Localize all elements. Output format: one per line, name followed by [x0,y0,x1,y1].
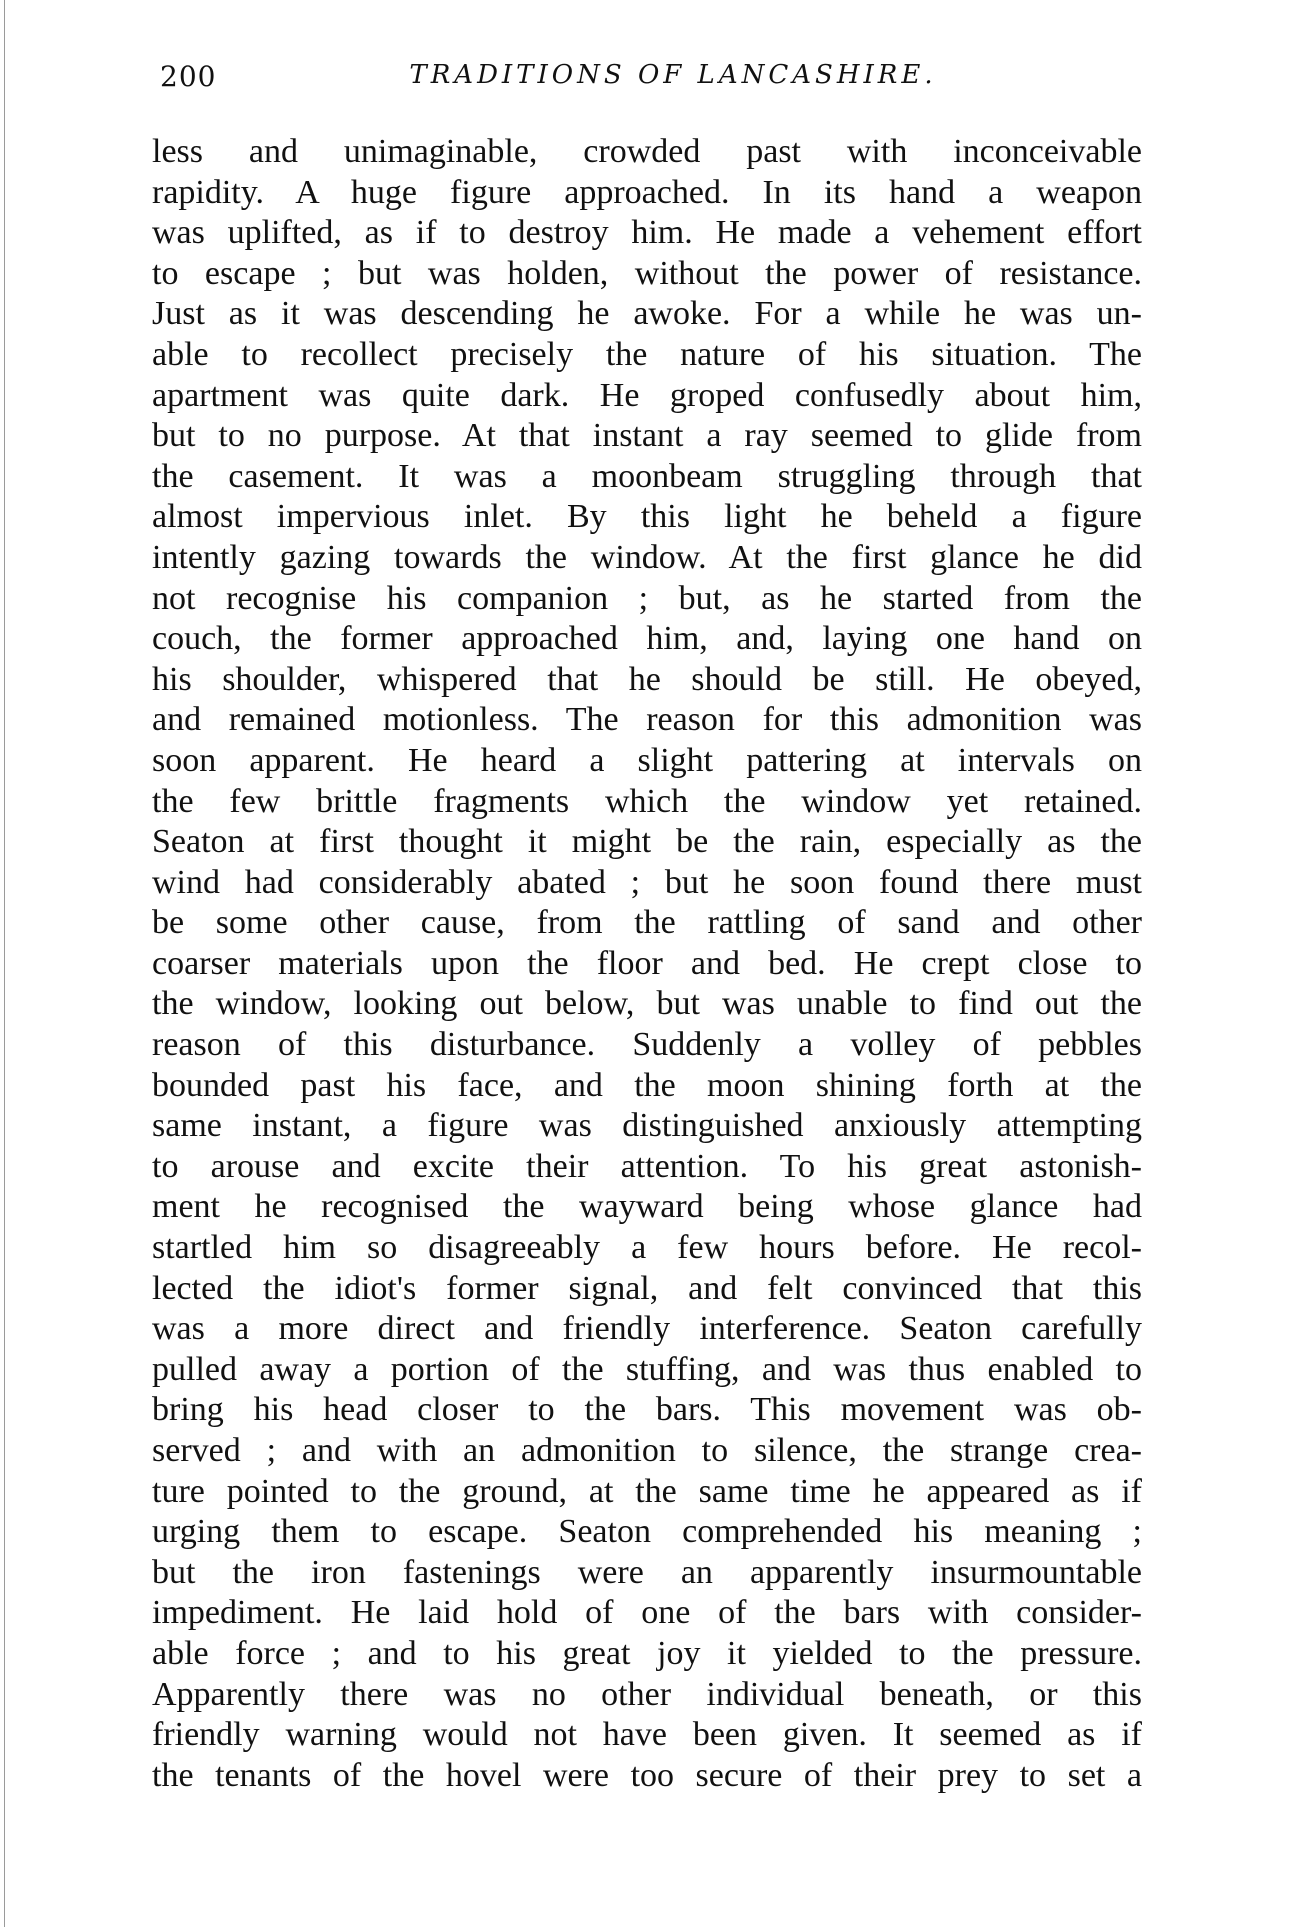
body-text [152,132,1142,1796]
text-line: wind had considerably abated ; but he soon found there must [152,863,1142,901]
page-header [160,60,1146,110]
text-line: was uplifted, as if to destroy him. He made a vehement effort [152,214,1142,252]
text-line: friendly warning would not have been given. It seemed as if [152,1716,1142,1754]
text-line: but the iron fastenings were an apparently insurmountable [152,1553,1142,1591]
text-line: the casement. It was a moonbeam struggling through that [152,457,1142,495]
text-line: pulled away a portion of the stuffing, and was thus enabled to [152,1350,1142,1388]
text-line: the window, looking out below, but was unable to find out the [152,985,1142,1023]
text-line: ture pointed to the ground, at the same time he appeared as if [152,1472,1142,1510]
text-line: Apparently there was no other individual beneath, or this [152,1675,1142,1713]
page-number: 200 [160,60,217,93]
text-line: less and unimaginable, crowded past with inconceivable [152,133,1142,170]
text-line: couch, the former approached him, and, laying one hand on [152,620,1142,658]
text-line: coarser materials upon the floor and bed. He crept close to [152,944,1142,982]
text-line: rapidity. A huge figure approached. In its hand a weapon [152,173,1142,211]
text-line: the few brittle fragments which the window yet retained. [152,782,1142,820]
text-line: impediment. He laid hold of one of the bars with consider- [152,1594,1142,1632]
text-line: same instant, a figure was distinguished anxiously attempting [152,1107,1142,1145]
text-line: his shoulder, whispered that he should be still. He obeyed, [152,660,1142,698]
text-line: almost impervious inlet. By this light he beheld a figure [152,498,1142,536]
text-line: bring his head closer to the bars. This movement was ob- [152,1391,1142,1429]
text-line: to escape ; but was holden, without the power of resistance. [152,254,1142,292]
text-line: Just as it was descending he awoke. For a while he was un- [152,295,1142,333]
text-line: soon apparent. He heard a slight pattering at intervals on [152,741,1142,779]
text-line: startled him so disagreeably a few hours before. He recol- [152,1229,1142,1267]
text-line: able force ; and to his great joy it yielded to the pressure. [152,1634,1142,1672]
running-title: TRADITIONS OF LANCASHIRE. [409,60,937,90]
text-line: bounded past his face, and the moon shining forth at the [152,1066,1142,1104]
text-line: to arouse and excite their attention. To his great astonish- [152,1147,1142,1185]
text-line: not recognise his companion ; but, as he started from the [152,579,1142,617]
text-line: served ; and with an admonition to silence, the strange crea- [152,1432,1142,1469]
text-line: the tenants of the hovel were too secure of their prey to set a [152,1756,1142,1794]
text-line: apartment was quite dark. He groped confusedly about him, [152,376,1142,414]
text-line: ment he recognised the wayward being whose glance had [152,1188,1142,1226]
text-line: intently gazing towards the window. At the first glance he did [152,538,1142,576]
text-line: lected the idiot's former signal, and felt convinced that this [152,1269,1142,1307]
text-line: reason of this disturbance. Suddenly a volley of pebbles [152,1026,1142,1064]
page-gutter-edge [4,0,5,1927]
text-line: and remained motionless. The reason for this admonition was [152,701,1142,739]
text-line: was a more direct and friendly interference. Seaton carefully [152,1310,1142,1348]
text-line: urging them to escape. Seaton comprehended his meaning ; [152,1513,1142,1551]
text-line: able to recollect precisely the nature of his situation. The [152,335,1142,373]
text-line: be some other cause, from the rattling of sand and other [152,904,1142,942]
text-line: Seaton at first thought it might be the rain, especially as the [152,823,1142,861]
text-line: but to no purpose. At that instant a ray seemed to glide from [152,417,1142,455]
